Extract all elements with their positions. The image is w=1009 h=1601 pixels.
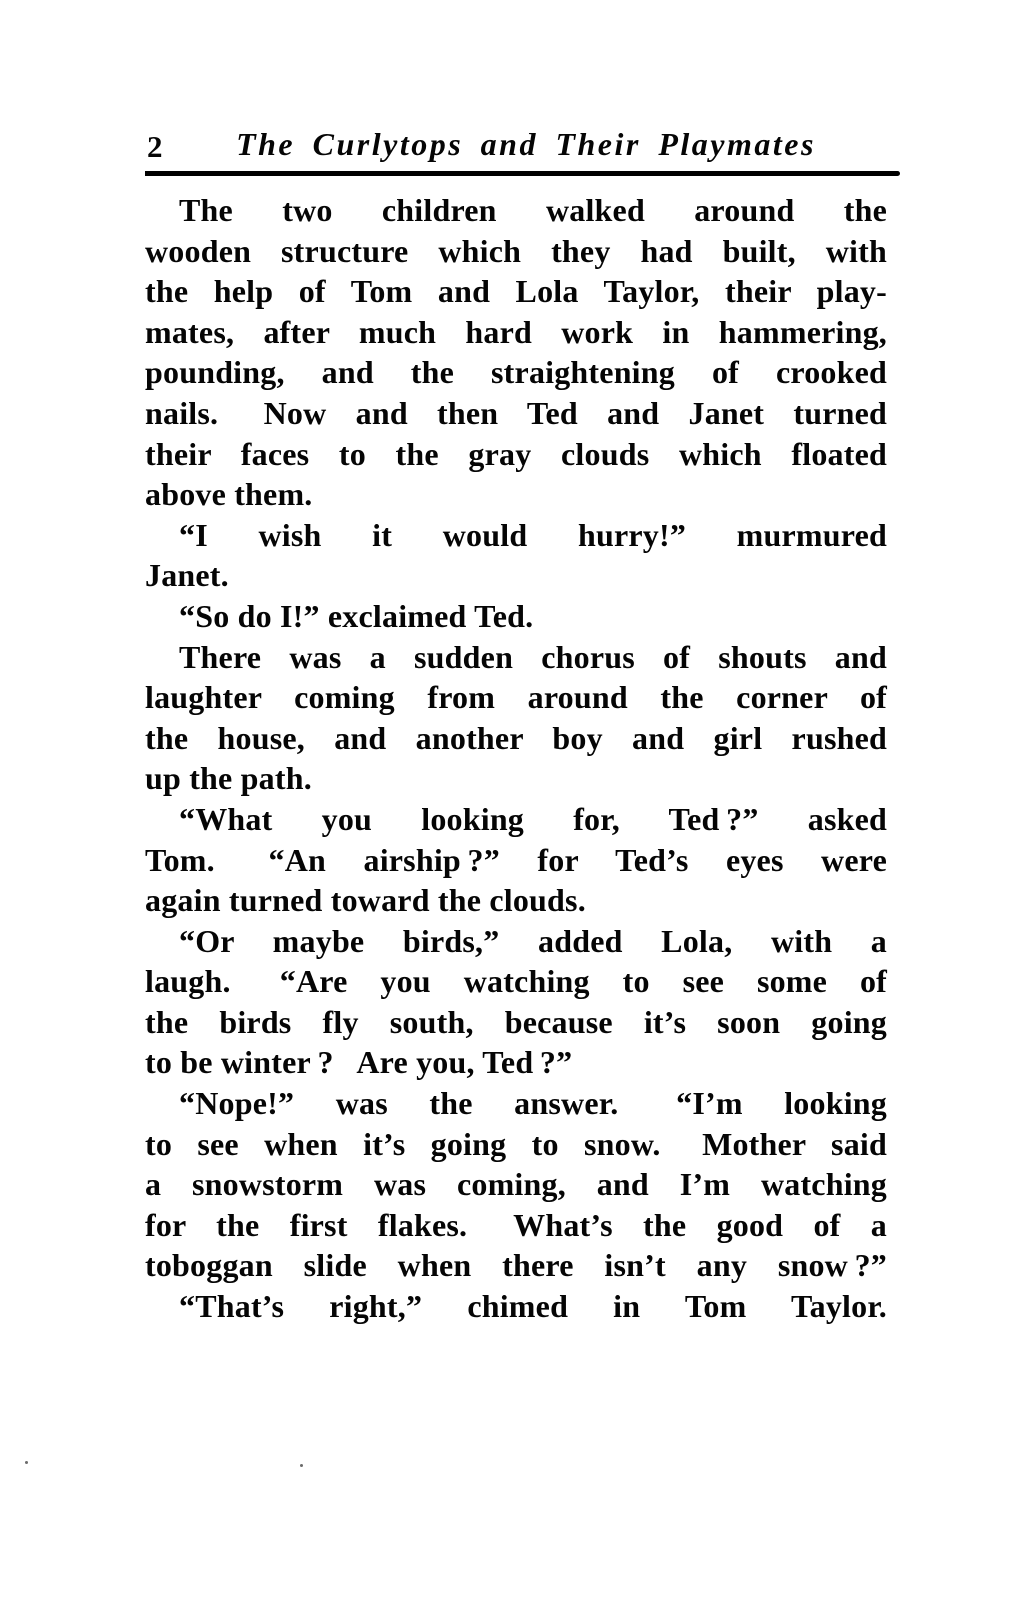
text-line: the birds fly south, because it’s soon going bbox=[145, 1003, 887, 1040]
text-line: their faces to the gray clouds which floated bbox=[145, 435, 887, 472]
running-title: The Curlytops and Their Playmates bbox=[236, 126, 816, 162]
text-line: mates, after much hard work in hammering, bbox=[145, 313, 887, 350]
text-line: to be winter ? Are you, Ted ?” bbox=[145, 1044, 573, 1081]
text-line: “That’s right,” chimed in Tom Taylor. bbox=[179, 1288, 887, 1325]
text-line: laughter coming from around the corner of bbox=[145, 679, 887, 716]
text-line: nails. Now and then Ted and Janet turned bbox=[145, 394, 887, 431]
header-rule bbox=[145, 171, 900, 176]
text-line: wooden structure which they had built, with bbox=[145, 232, 887, 269]
text-line: laugh. “Are you watching to see some of bbox=[145, 963, 887, 1000]
page-body bbox=[145, 190, 887, 1327]
text-line: the help of Tom and Lola Taylor, their play- bbox=[145, 273, 887, 310]
text-line: “So do I!” exclaimed Ted. bbox=[179, 597, 534, 634]
text-line: up the path. bbox=[145, 760, 312, 797]
text-line: the house, and another boy and girl rushed bbox=[145, 719, 887, 756]
scan-speck bbox=[300, 1464, 303, 1467]
text-line: “What you looking for, Ted ?” asked bbox=[179, 800, 887, 837]
text-line: “Nope!” was the answer. “I’m looking bbox=[179, 1085, 887, 1122]
text-line: for the first flakes. What’s the good of a bbox=[145, 1206, 887, 1243]
text-line: pounding, and the straightening of crooked bbox=[145, 354, 887, 391]
text-line: above them. bbox=[145, 476, 313, 513]
running-header bbox=[145, 126, 887, 170]
text-line: again turned toward the clouds. bbox=[145, 882, 586, 919]
text-line: Tom. “An airship ?” for Ted’s eyes were bbox=[145, 841, 887, 878]
text-line: “Or maybe birds,” added Lola, with a bbox=[179, 922, 887, 959]
text-line: There was a sudden chorus of shouts and bbox=[179, 638, 887, 675]
text-line: to see when it’s going to snow. Mother said bbox=[145, 1125, 887, 1162]
text-line: toboggan slide when there isn’t any snow ?” bbox=[145, 1247, 887, 1284]
text-line: a snowstorm was coming, and I’m watching bbox=[145, 1166, 887, 1203]
text-line: Janet. bbox=[145, 557, 229, 594]
page-number: 2 bbox=[147, 129, 163, 164]
scan-speck bbox=[25, 1461, 28, 1464]
text-line: The two children walked around the bbox=[179, 192, 887, 228]
text-line: “I wish it would hurry!” murmured bbox=[179, 516, 887, 553]
